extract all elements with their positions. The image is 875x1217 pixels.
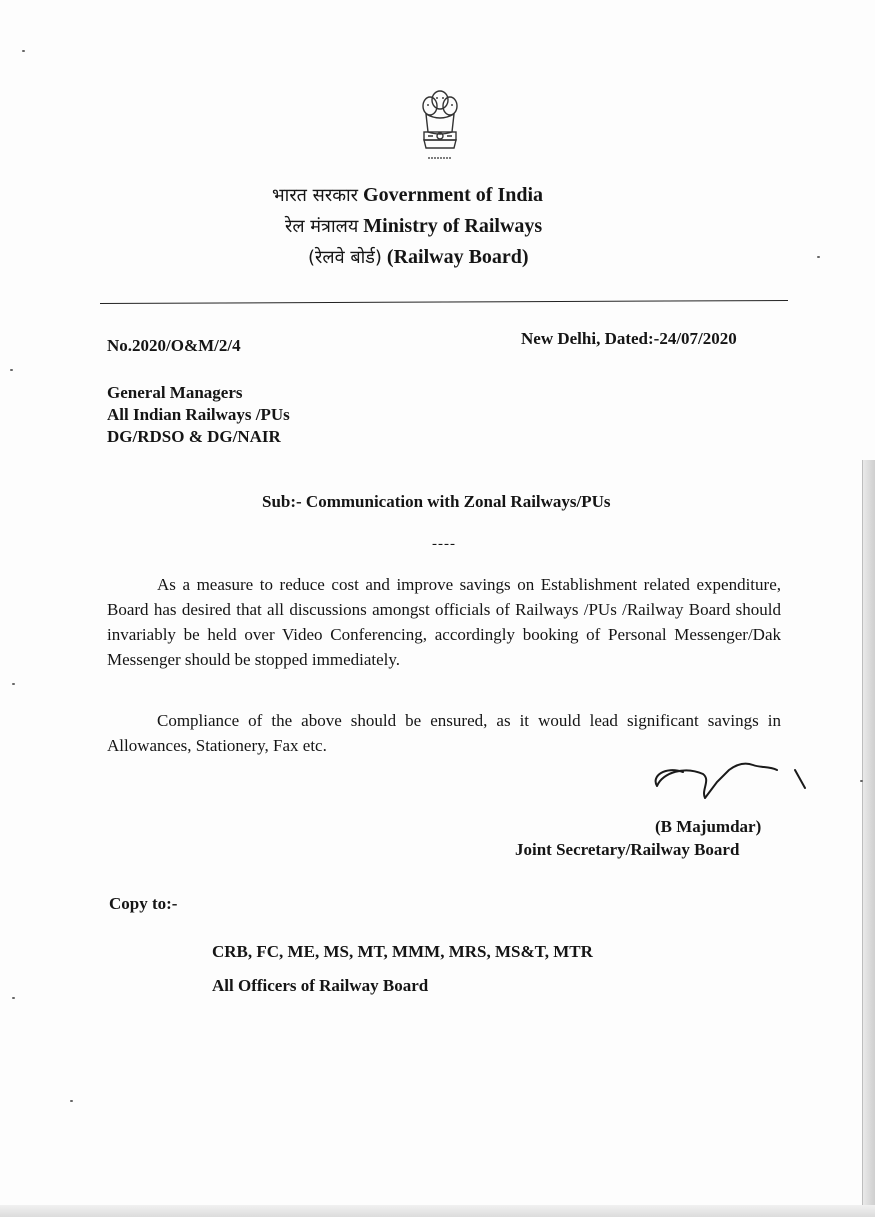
subject-separator: ---- [432,536,456,552]
subject-line: Sub:- Communication with Zonal Railways/PUs [262,492,611,511]
addressee-line: All Indian Railways /PUs [107,405,290,424]
scan-speck [817,256,820,258]
header-government [272,183,543,207]
letter-date: New Delhi, Dated:-24/07/2020 [521,329,737,348]
copy-recipients [212,935,593,1003]
header-divider [100,300,788,304]
addressee-block [107,382,290,448]
scan-speck [70,1100,73,1102]
header-ministry [285,214,542,238]
header-board [308,245,529,269]
scan-speck [860,780,863,782]
copy-recipient-line: All Officers of Railway Board [212,976,429,995]
body-paragraph-2: Compliance of the above should be ensured, as it would lead significant savings in Allowances, Stationery, Fax etc. [107,711,781,755]
header-ministry-hindi: रेल मंत्रालय [285,216,359,237]
body-paragraph-1: As a measure to reduce cost and improve savings on Establishment related expenditure, Board has desired that all discussions amongst officials of Railways /PUs /Railway Board should invariably be held over Video Conferencing, accordingly booking of Personal Messenger/Dak Messenger should be stopped immediately. [107,575,781,669]
scan-speck [12,683,15,685]
scan-speck [22,50,25,52]
header-ministry-english: Ministry of Railways [363,215,543,237]
signatory-name: (B Majumdar) [655,817,762,836]
addressee-line: General Managers [107,383,243,402]
copy-to-label: Copy to:- [109,894,178,913]
scan-edge-right [862,460,875,1217]
signatory-designation: Joint Secretary/Railway Board [515,840,740,859]
scan-edge-bottom [0,1205,875,1217]
scan-speck [12,997,15,999]
header-board-english: (Railway Board) [386,246,529,268]
copy-recipient-line: CRB, FC, ME, MS, MT, MMM, MRS, MS&T, MTR [212,942,593,961]
national-emblem-icon [416,88,464,166]
reference-number: No.2020/O&M/2/4 [107,336,241,355]
header-board-hindi: (रेलवे बोर्ड) [308,247,382,268]
header-government-english: Government of India [363,184,544,206]
header-government-hindi: भारत सरकार [272,185,359,206]
addressee-line: DG/RDSO & DG/NAIR [107,427,281,446]
scan-speck [10,369,13,371]
handwritten-signature [645,752,825,812]
